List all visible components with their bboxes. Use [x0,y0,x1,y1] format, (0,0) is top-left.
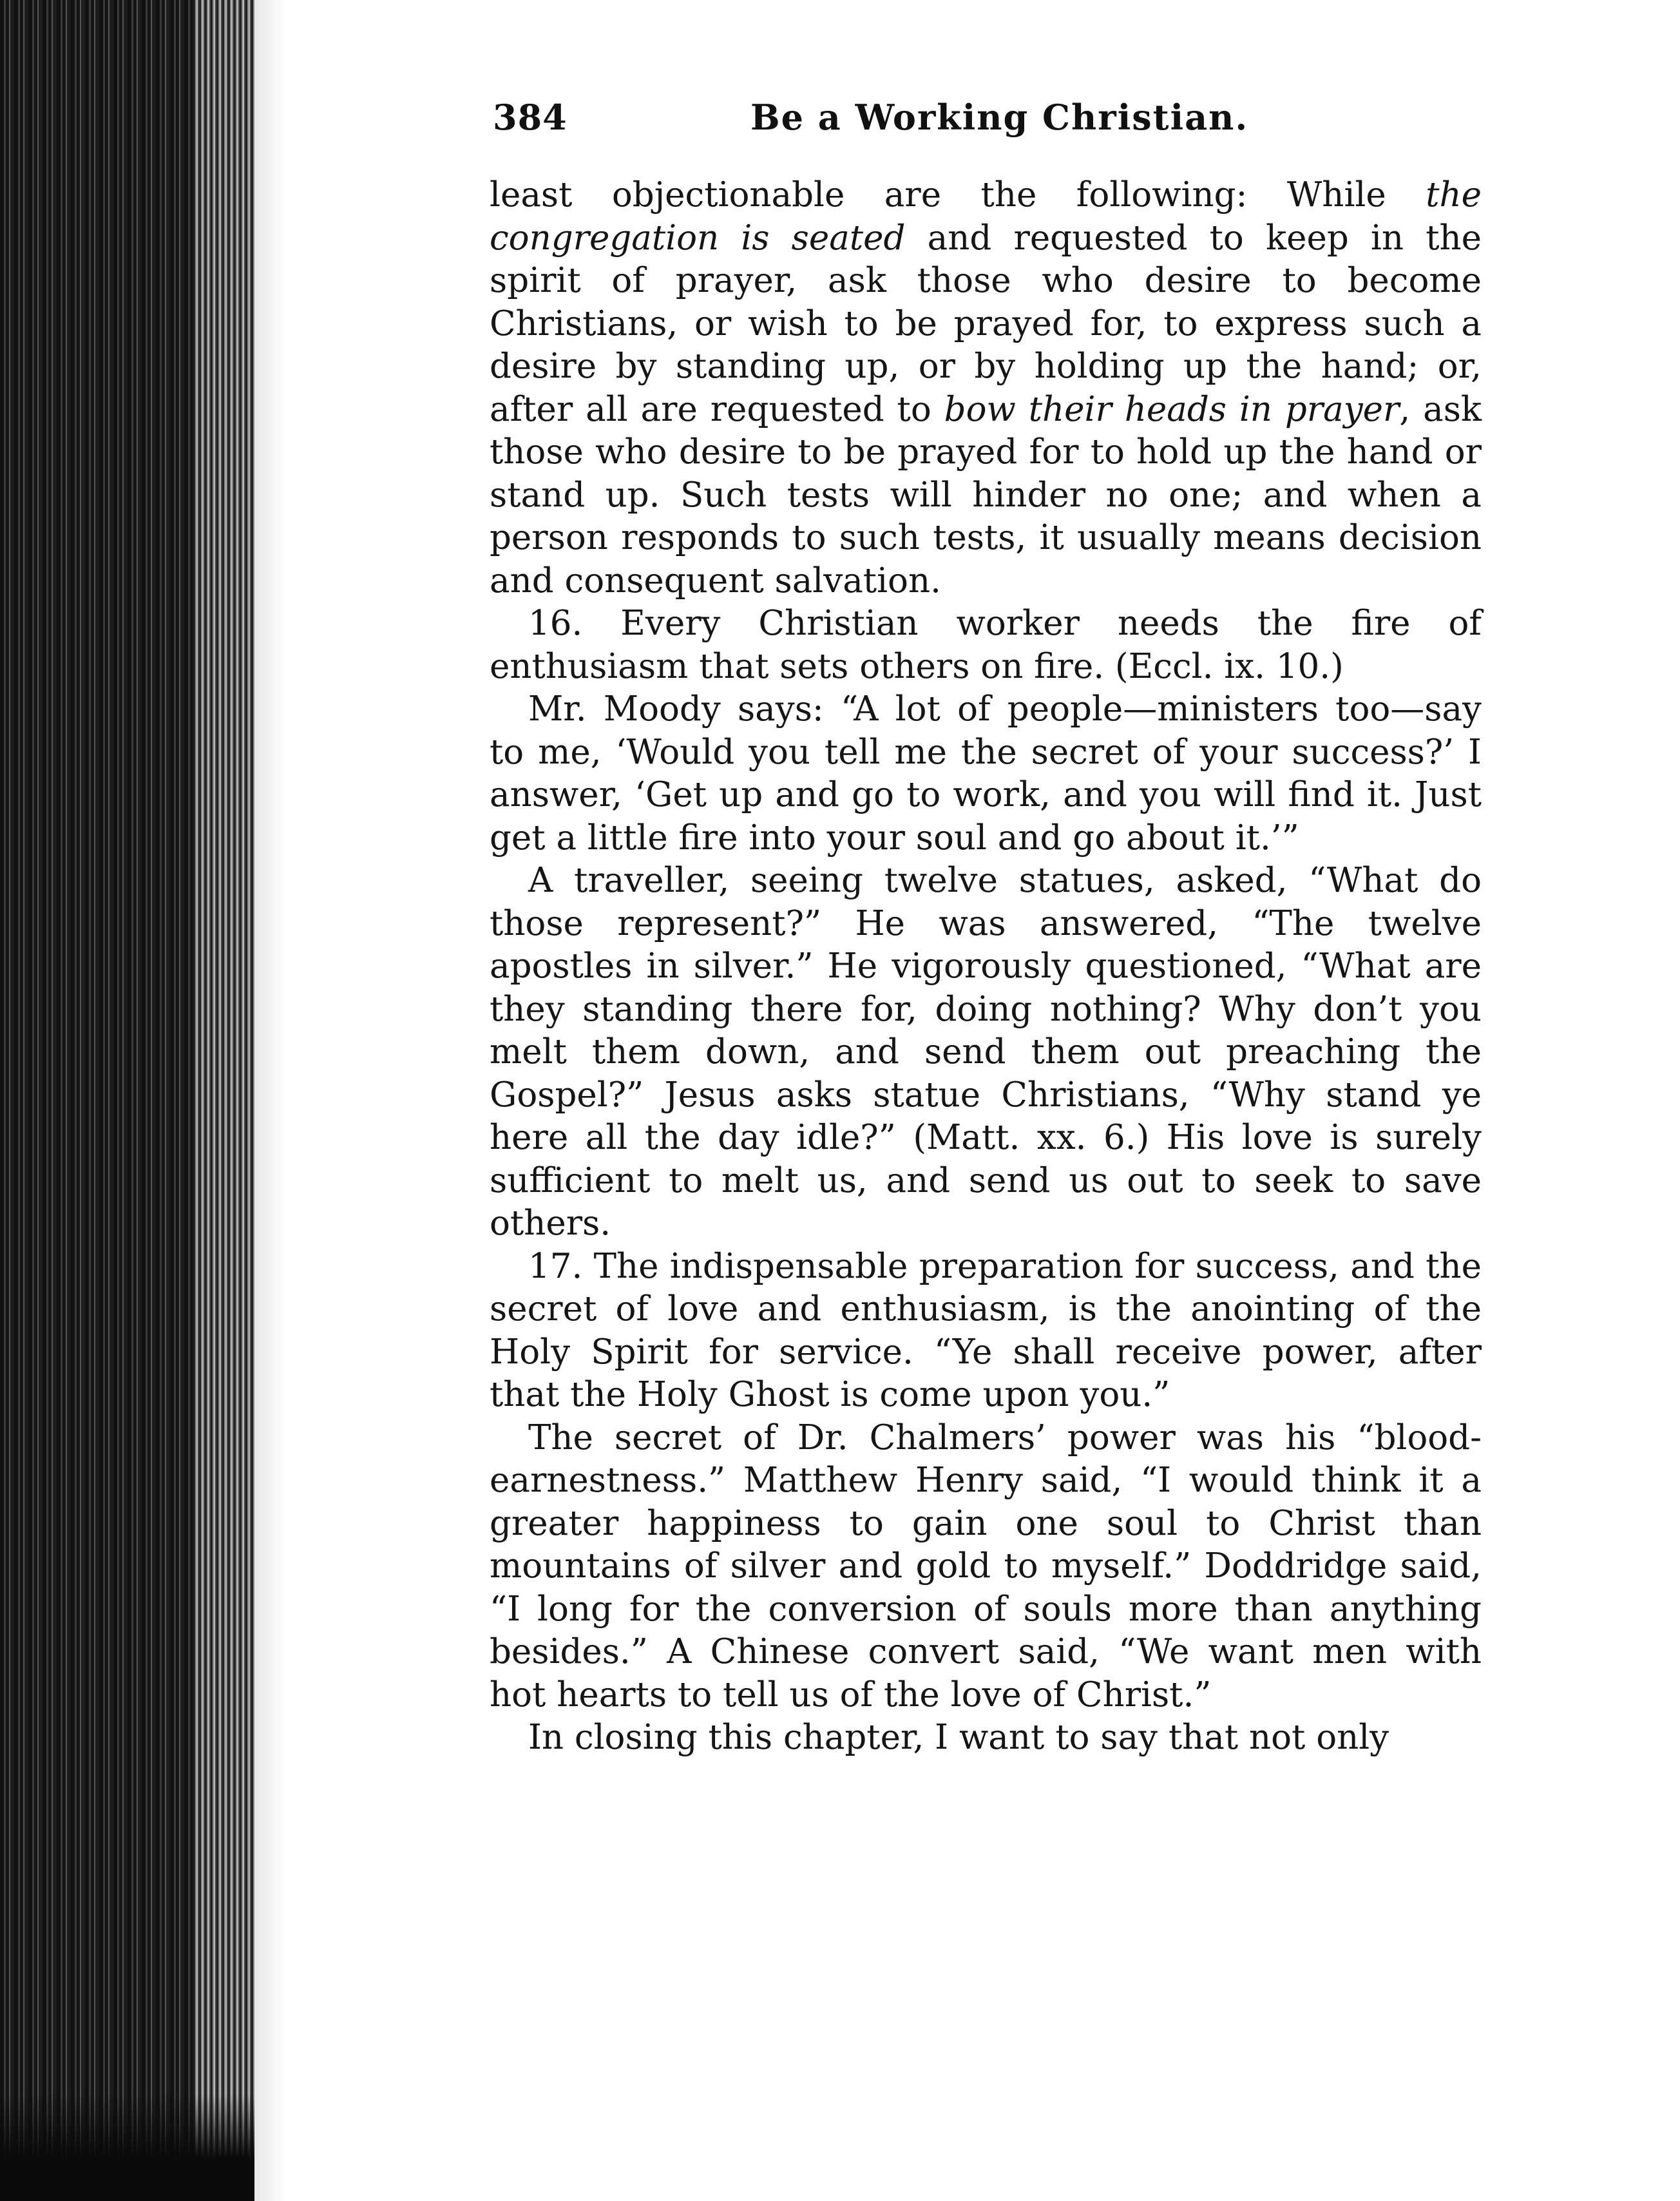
paragraph [490,860,1482,1245]
paragraph [490,602,1482,688]
paragraph-text: least objectionable are the following: While [490,175,1426,215]
italic-text: the congregation is seated [490,175,1482,258]
paragraph-text: A traveller, seeing twelve statues, asked, “What do those represent?” He was answered, “The twelve apostles in silver.” He vigorously questioned, “What are they standing there for, doing nothing? Why don’t you melt them down, and send them out preaching the Gospel?” Jesus asks statue Christians, “Why stand ye here all the day idle?” (Matt. xx. 6.) His love is surely sufficient to melt us, and send us out to seek to save others. [490,861,1482,1243]
paragraph-text: and requested to keep in the spirit of prayer, ask those who desire to become Christians, or wish to be prayed for, to express such a desire by standing up, or by holding up the hand; or, after all are requested to [490,218,1482,429]
paragraph-text: , ask those who desire to be prayed for to hold up the hand or stand up. Such tests will hinder no one; and when a person responds to such tests, it usually means decision and consequent salvation. [490,389,1482,601]
paragraph [490,174,1482,602]
paragraph [490,1716,1482,1760]
book-bottom-edge [0,2094,277,2201]
running-head: Be a Working Christian. [750,97,1249,138]
paragraph-text: The secret of Dr. Chalmers’ power was his “blood-earnestness.” Matthew Henry said, “I would think it a greater happiness to gain one soul to Christ than mountains of silver and gold to myself.” Doddridge said, “I long for the conversion of souls more than anything besides.” A Chinese convert said, “We want men with hot hearts to tell us of the love of Christ.” [490,1418,1482,1715]
body-text [490,174,1482,1760]
paragraph-text: 17. The indispensable preparation for success, and the secret of love and enthusiasm, is the anointing of the Holy Spirit for service. “Ye shall receive power, after that the Holy Ghost is come upon you.” [490,1246,1482,1414]
page-number: 384 [493,97,568,138]
page-header [493,97,1504,155]
paragraph [490,1417,1482,1717]
book-page-edges [0,0,277,2201]
paragraph-text: 16. Every Christian worker needs the fire of enthusiasm that sets others on fire. (Eccl. ix. 10.) [490,604,1482,686]
paragraph [490,1245,1482,1417]
paragraph-text: In closing this chapter, I want to say that not only [528,1718,1389,1757]
paragraph [490,688,1482,860]
italic-text: bow their heads in prayer [944,389,1400,429]
book-gutter [254,0,287,2201]
paragraph-text: Mr. Moody says: “A lot of people—ministers too—say to me, ‘Would you tell me the secret of your success?’ I answer, ‘Get up and go to work, and you will find it. Just get a little fire into your soul and go about it.’” [490,689,1482,858]
